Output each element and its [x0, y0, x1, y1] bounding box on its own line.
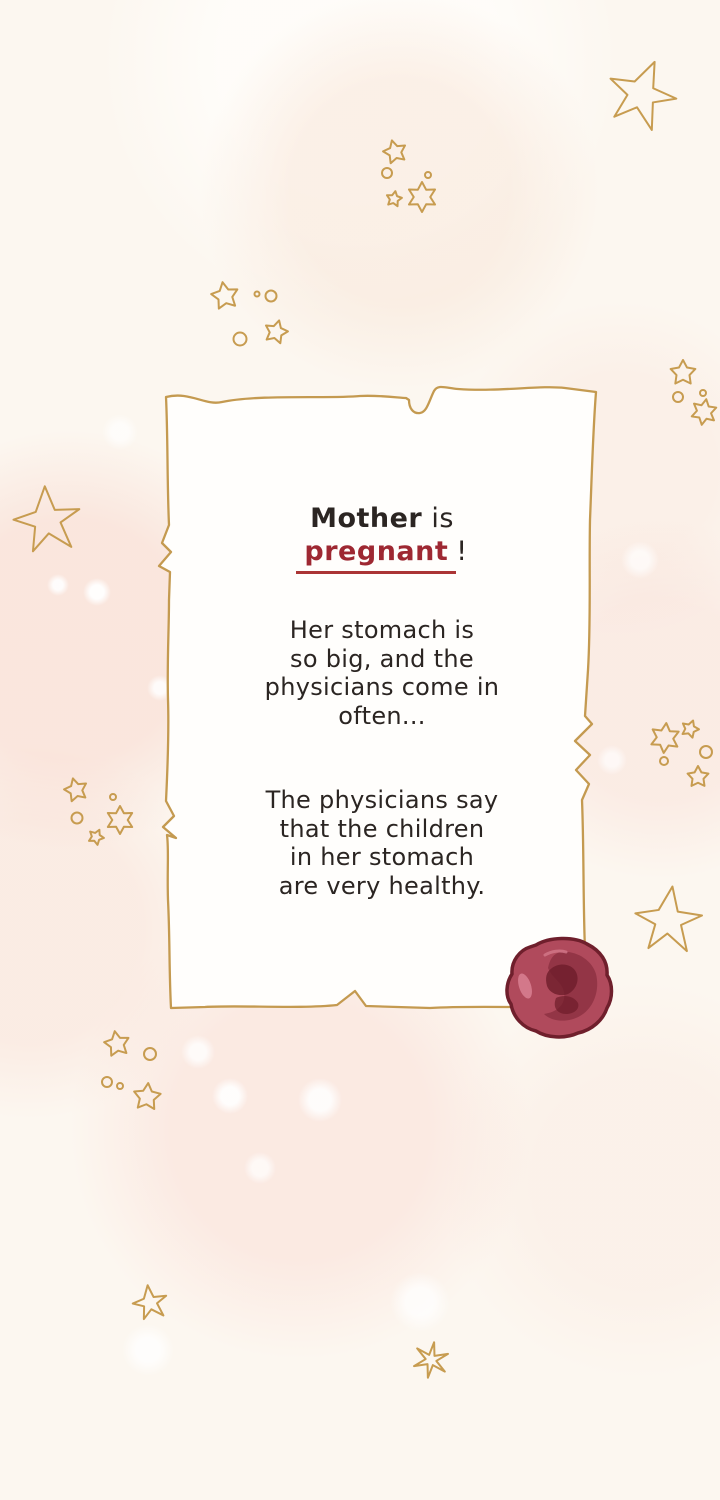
letter-paragraph-2 [170, 786, 594, 900]
heading-line-1 [170, 502, 594, 535]
heading-exclamation: ! [456, 536, 468, 567]
sparkle-dot-icon [700, 746, 712, 758]
star-icon [62, 775, 90, 802]
letter-body-line: so big, and the [290, 644, 474, 673]
star-icon [9, 482, 84, 554]
star-icon [385, 190, 402, 207]
sparkle-dot-icon [255, 292, 260, 297]
letter-heading [170, 502, 594, 574]
star-icon [679, 718, 701, 739]
star-icon [409, 182, 435, 212]
star-icon [209, 280, 240, 310]
sparkle-dot-icon [382, 168, 392, 178]
letter-body-line: in her stomach [289, 843, 475, 871]
star-icon [381, 137, 409, 164]
letter-body-line: that the children [279, 814, 485, 843]
star-icon [412, 1340, 449, 1381]
heading-line-2 [170, 535, 594, 574]
wax-seal-icon [507, 938, 612, 1036]
star-icon [651, 722, 680, 754]
highlight-pregnant: pregnant [296, 535, 456, 574]
heading-word-is: is [422, 503, 454, 534]
letter-body-line: Her stomach is [289, 616, 475, 644]
heading-word-mother: Mother [310, 503, 423, 534]
star-icon [599, 51, 685, 135]
sparkle-dot-icon [144, 1048, 156, 1060]
sparkle-dot-icon [266, 291, 277, 302]
letter-body-line: often... [338, 701, 426, 730]
star-icon [133, 1082, 162, 1110]
sparkle-dot-icon [673, 392, 683, 402]
star-icon [691, 397, 718, 427]
star-icon [688, 766, 709, 786]
letter-body-line: are very healthy. [278, 871, 486, 900]
sparkle-dot-icon [700, 390, 706, 396]
sparkle-dot-icon [102, 1077, 112, 1087]
star-icon [86, 827, 106, 847]
star-icon [671, 360, 696, 384]
star-icon [130, 1282, 170, 1321]
sparkle-dot-icon [117, 1083, 123, 1089]
star-icon [108, 806, 132, 834]
letter-body-line: physicians come in [264, 673, 500, 701]
sparkle-dot-icon [425, 172, 431, 178]
sparkle-dot-icon [72, 813, 83, 824]
sparkle-dot-icon [234, 333, 247, 346]
sparkle-dot-icon [110, 794, 116, 800]
star-icon [103, 1029, 131, 1056]
sparkle-dot-icon [660, 757, 668, 765]
star-icon [634, 885, 704, 952]
letter-paragraph-1 [170, 616, 594, 730]
letter-body-line: The physicians say [265, 786, 499, 814]
star-icon [262, 317, 290, 344]
